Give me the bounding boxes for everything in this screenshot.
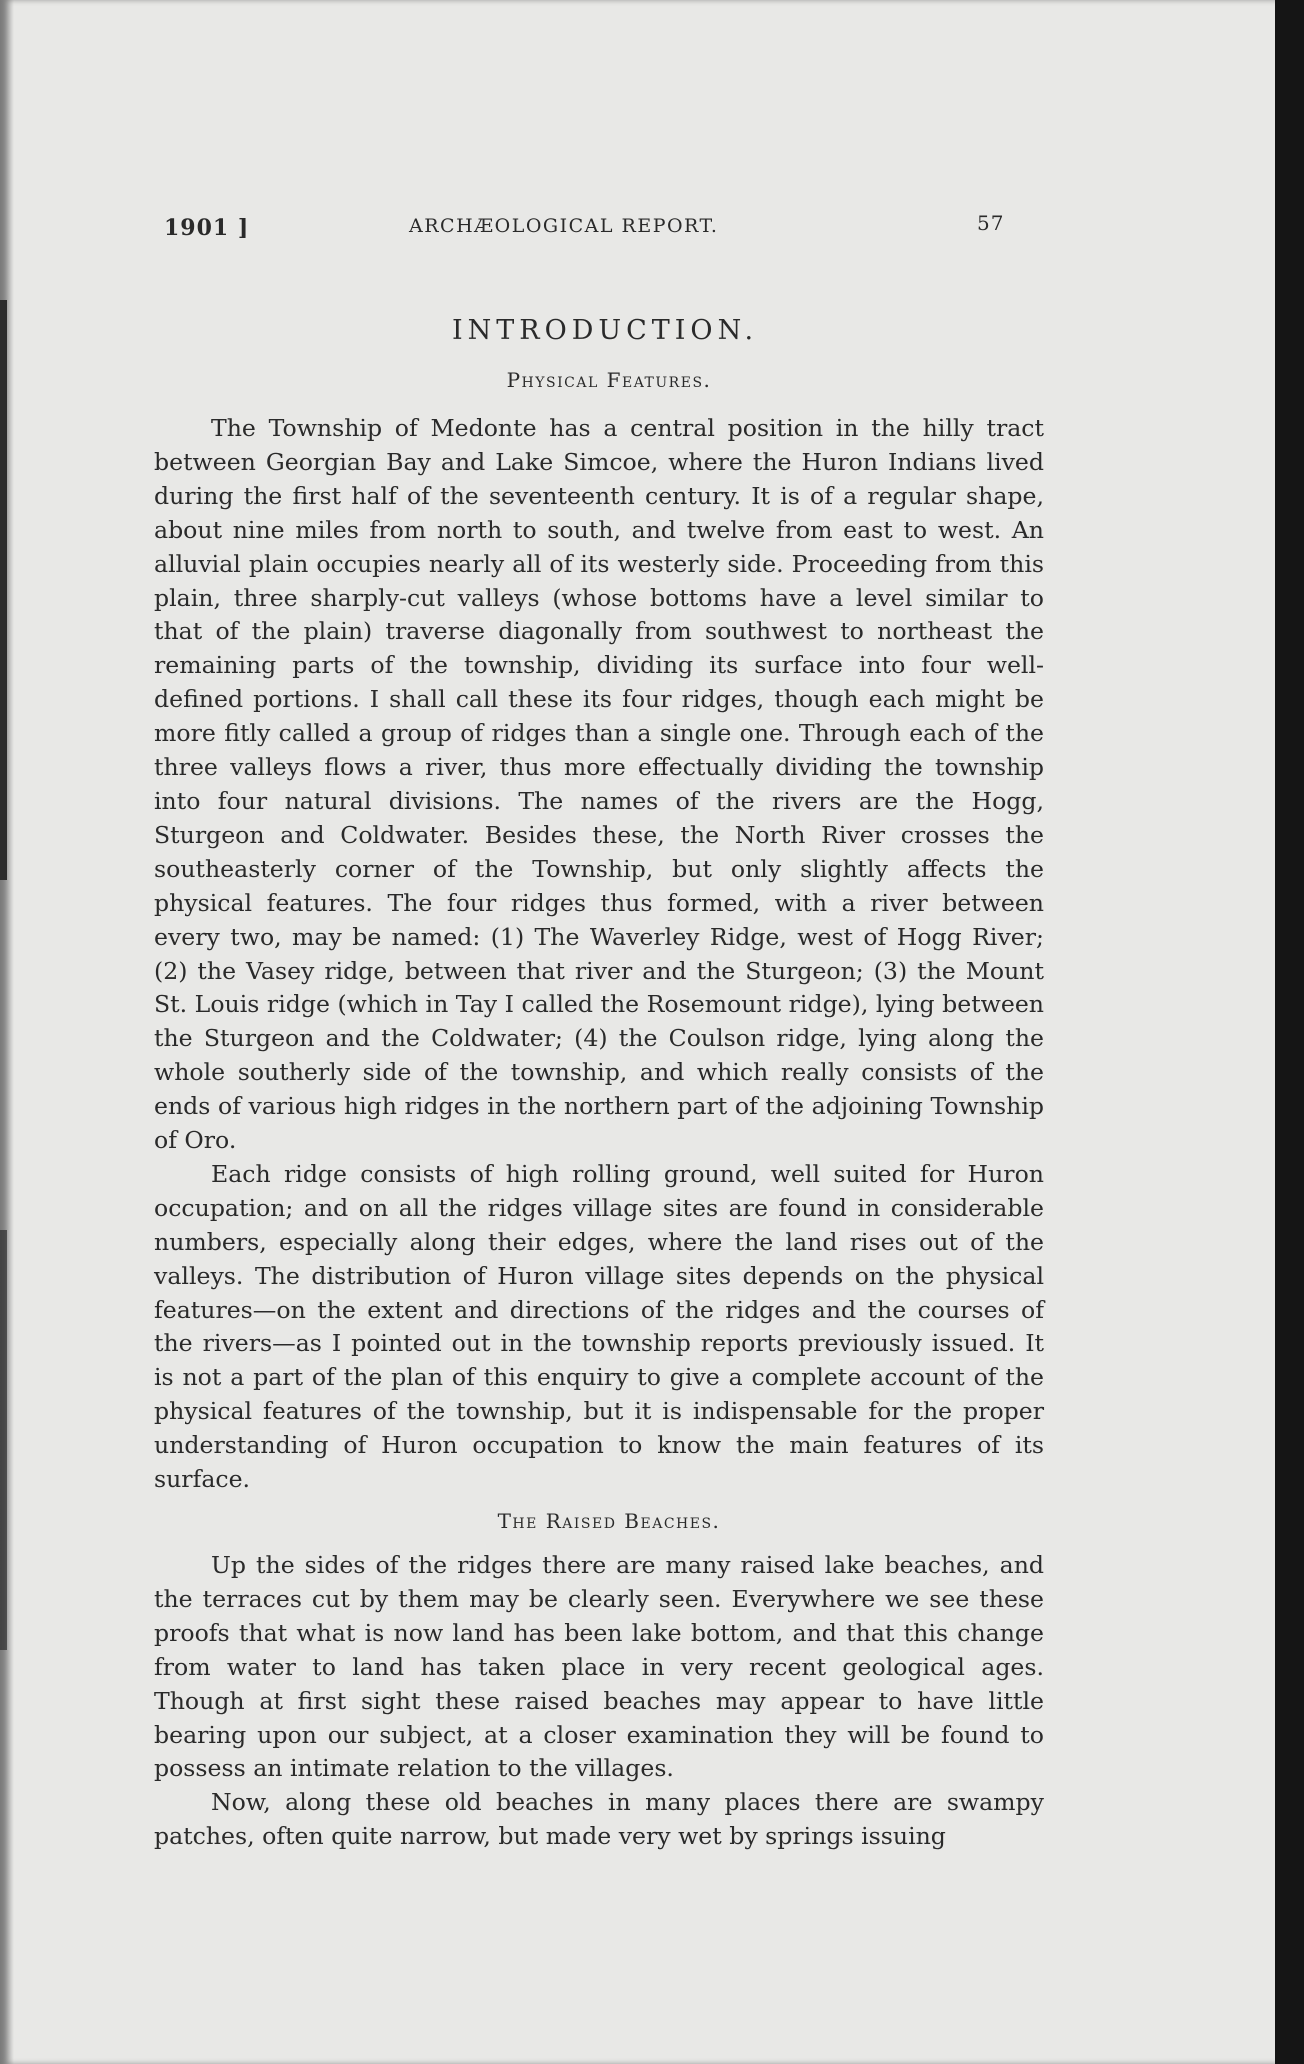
- paragraph-swampy-patches: Now, along these old beaches in many places there are swampy patches, often quite narrow, but made very wet by springs issuing: [154, 1788, 1044, 1851]
- running-head-year: 1901 ]: [164, 215, 250, 241]
- page-text: [154, 195, 1044, 1854]
- paragraph-raised-beaches: Up the sides of the ridges there are many raised lake beaches, and the terraces cut by them may be clearly seen. Everywhere we see these proofs that what is now land has been lake bottom, and that this change from water to land has taken place in very recent geological ages. Though at first sight these raised beaches may appear to have little bearing upon our subject, at a closer examination they will be found to possess an intimate relation to the villages.: [154, 1551, 1044, 1783]
- binding-mark: [0, 1230, 7, 1650]
- running-head-title: ARCHÆOLOGICAL REPORT.: [409, 215, 719, 237]
- page-number: 57: [977, 211, 1005, 235]
- scan-margin: [1275, 0, 1304, 2064]
- paragraph-township-description: The Township of Medonte has a central position in the hilly tract between Georgian Bay and Lake Simcoe, where the Huron Indians lived during the first half of the seventeenth century. It is of a regular shape, about nine miles from north to south, and twelve from east to west. An alluvial plain occupies nearly all of its westerly side. Proceeding from this plain, three sharply-cut valleys (whose bottoms have a level similar to that of the plain) traverse diagonally from southwest to northeast the remaining parts of the township, dividing its surface into four well-defined portions. I shall call these its four ridges, though each might be more fitly called a group of ridges than a single one. Through each of the three valleys flows a river, thus more effectually dividing the township into four natural divisions. The names of the rivers are the Hogg, Sturgeon and Coldwater. Besides these, the North River crosses the southeasterly corner of the Township, but only slightly affects the physical features. The four ridges thus formed, with a river between every two, may be named: (1) The Waverley Ridge, west of Hogg River; (2) the Vasey ridge, between that river and the Sturgeon; (3) the Mount St. Louis ridge (which in Tay I called the Rosemount ridge), lying between the Sturgeon and the Coldwater; (4) the Coulson ridge, lying along the whole southerly side of the township, and which really consists of the ends of various high ridges in the northern part of the adjoining Township of Oro.: [154, 414, 1044, 1155]
- subhead-raised-beaches: The Raised Beaches.: [497, 1509, 721, 1533]
- running-head: [154, 195, 1044, 241]
- subhead-physical-features: Physical Features.: [506, 368, 712, 392]
- section-title: INTRODUCTION.: [451, 315, 759, 346]
- binding-mark: [0, 300, 7, 880]
- paragraph-ridges-occupation: Each ridge consists of high rolling ground, well suited for Huron occupation; and on all the ridges village sites are found in considerable numbers, especially along their edges, where the land rises out of the valleys. The distribution of Huron village sites depends on the physical features—on the extent and directions of the ridges and the courses of the rivers—as I pointed out in the township reports previously issued. It is not a part of the plan of this enquiry to give a complete account of the physical features of the township, but it is indispensable for the proper understanding of Huron occupation to know the main features of its surface.: [154, 1159, 1044, 1494]
